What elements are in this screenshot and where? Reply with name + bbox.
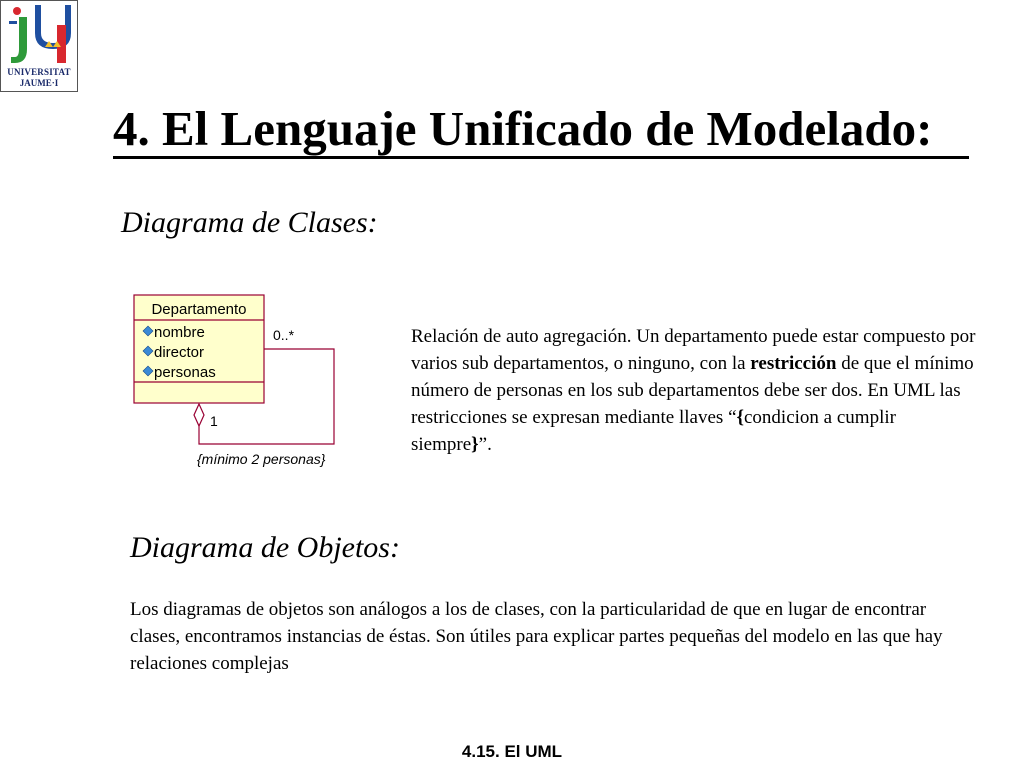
description-bold-open-brace: {: [736, 407, 744, 428]
description-text-1: Relación de auto agregación. Un departamento puede estar compuesto por varios sub departamentos, o ninguno, con la: [411, 326, 976, 374]
slide-footer: 4.15. El UML: [461, 742, 563, 761]
class-diagram-description: [411, 323, 981, 458]
attribute-nombre: nombre: [154, 324, 205, 341]
university-emblem-icon: [5, 3, 75, 67]
hollow-diamond-icon: [194, 404, 204, 426]
university-logo: [0, 0, 78, 92]
attribute-director: director: [154, 344, 205, 361]
description-bold-restriccion: restricción: [750, 353, 837, 374]
multiplicity-many: 0..*: [273, 327, 295, 343]
object-diagram-description: Los diagramas de objetos son análogos a los de clases, con la particularidad de que en lugar de encontrar clases, encontramos instancias de éstas. Son útiles para explicar partes pequeñas del modelo en las que hay relaciones complejas: [130, 599, 943, 674]
title-underline: [113, 156, 969, 159]
object-diagram-heading: Diagrama de Objetos:: [130, 531, 400, 564]
page-title: 4. El Lenguaje Unificado de Modelado:: [113, 101, 933, 156]
description-text-4: ”.: [478, 434, 492, 455]
attribute-personas: personas: [154, 364, 216, 381]
logo-line-2: JAUME·I: [19, 78, 59, 88]
multiplicity-one: 1: [210, 413, 218, 429]
description-text-2: de que el mínimo número de personas en los sub departamentos debe ser dos. En UML las restricciones se expresan mediante llaves “: [411, 353, 974, 428]
description-bold-close-brace: }: [471, 434, 479, 455]
class-name: Departamento: [151, 301, 247, 318]
uml-class-diagram: [132, 294, 352, 472]
logo-line-1: UNIVERSITAT: [7, 67, 71, 77]
class-diagram-heading: Diagrama de Clases:: [121, 206, 378, 239]
constraint-label: {mínimo 2 personas}: [197, 451, 326, 467]
description-text-3: condicion a cumplir siempre: [411, 407, 896, 455]
